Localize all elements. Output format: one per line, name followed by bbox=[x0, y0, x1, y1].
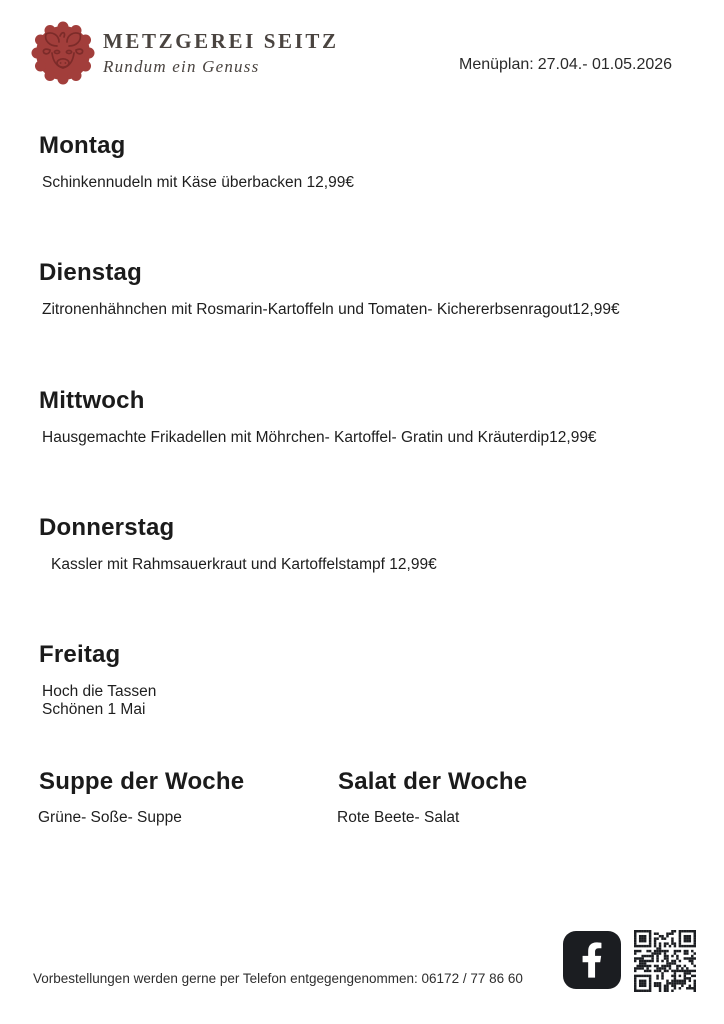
day-heading: Freitag bbox=[39, 641, 121, 668]
day-heading: Donnerstag bbox=[39, 514, 175, 541]
day-section-donnerstag bbox=[39, 514, 694, 574]
day-section-freitag bbox=[39, 641, 694, 719]
soup-of-the-week bbox=[39, 768, 338, 827]
menu-item: Zitronenhähnchen mit Rosmarin-Kartoffeln und Tomaten- Kichererbsenragout12,99€ bbox=[42, 301, 620, 318]
menu-plan-header bbox=[459, 56, 672, 74]
menu-item: Rote Beete- Salat bbox=[337, 809, 460, 826]
day-section-montag bbox=[39, 132, 694, 192]
day-heading: Dienstag bbox=[39, 259, 142, 286]
brand-tagline: Rundum ein Genuss bbox=[103, 57, 260, 76]
menu-plan-label: Menüplan: bbox=[459, 56, 534, 73]
day-heading: Montag bbox=[39, 132, 126, 159]
menu-item: Schönen 1 Mai bbox=[42, 701, 146, 718]
day-section-mittwoch bbox=[39, 387, 694, 447]
menu-item: Hoch die Tassen bbox=[42, 683, 157, 700]
menu-item: Hausgemachte Frikadellen mit Möhrchen- Kartoffel- Gratin und Kräuterdip12,99€ bbox=[42, 429, 597, 446]
brand-block bbox=[103, 29, 339, 77]
day-section-dienstag bbox=[39, 259, 694, 319]
preorder-phone-note: Vorbestellungen werden gerne per Telefon entgegengenommen: 06172 / 77 86 60 bbox=[33, 971, 523, 986]
brand-name: METZGEREI SEITZ bbox=[103, 29, 339, 53]
menu-plan-date-range: 27.04.- 01.05.2026 bbox=[537, 56, 673, 73]
menu-item: Kassler mit Rahmsauerkraut und Kartoffelstampf 12,99€ bbox=[51, 556, 437, 573]
butcher-seal-logo-icon bbox=[30, 20, 96, 86]
weekly-heading: Salat der Woche bbox=[338, 768, 528, 795]
weekly-specials bbox=[39, 768, 694, 827]
qr-code bbox=[634, 930, 696, 992]
menu-item: Schinkennudeln mit Käse überbacken 12,99€ bbox=[42, 174, 354, 191]
facebook-icon bbox=[563, 931, 621, 989]
salad-of-the-week bbox=[338, 768, 637, 827]
weekly-heading: Suppe der Woche bbox=[39, 768, 245, 795]
day-heading: Mittwoch bbox=[39, 387, 145, 414]
menu-item: Grüne- Soße- Suppe bbox=[38, 809, 182, 826]
